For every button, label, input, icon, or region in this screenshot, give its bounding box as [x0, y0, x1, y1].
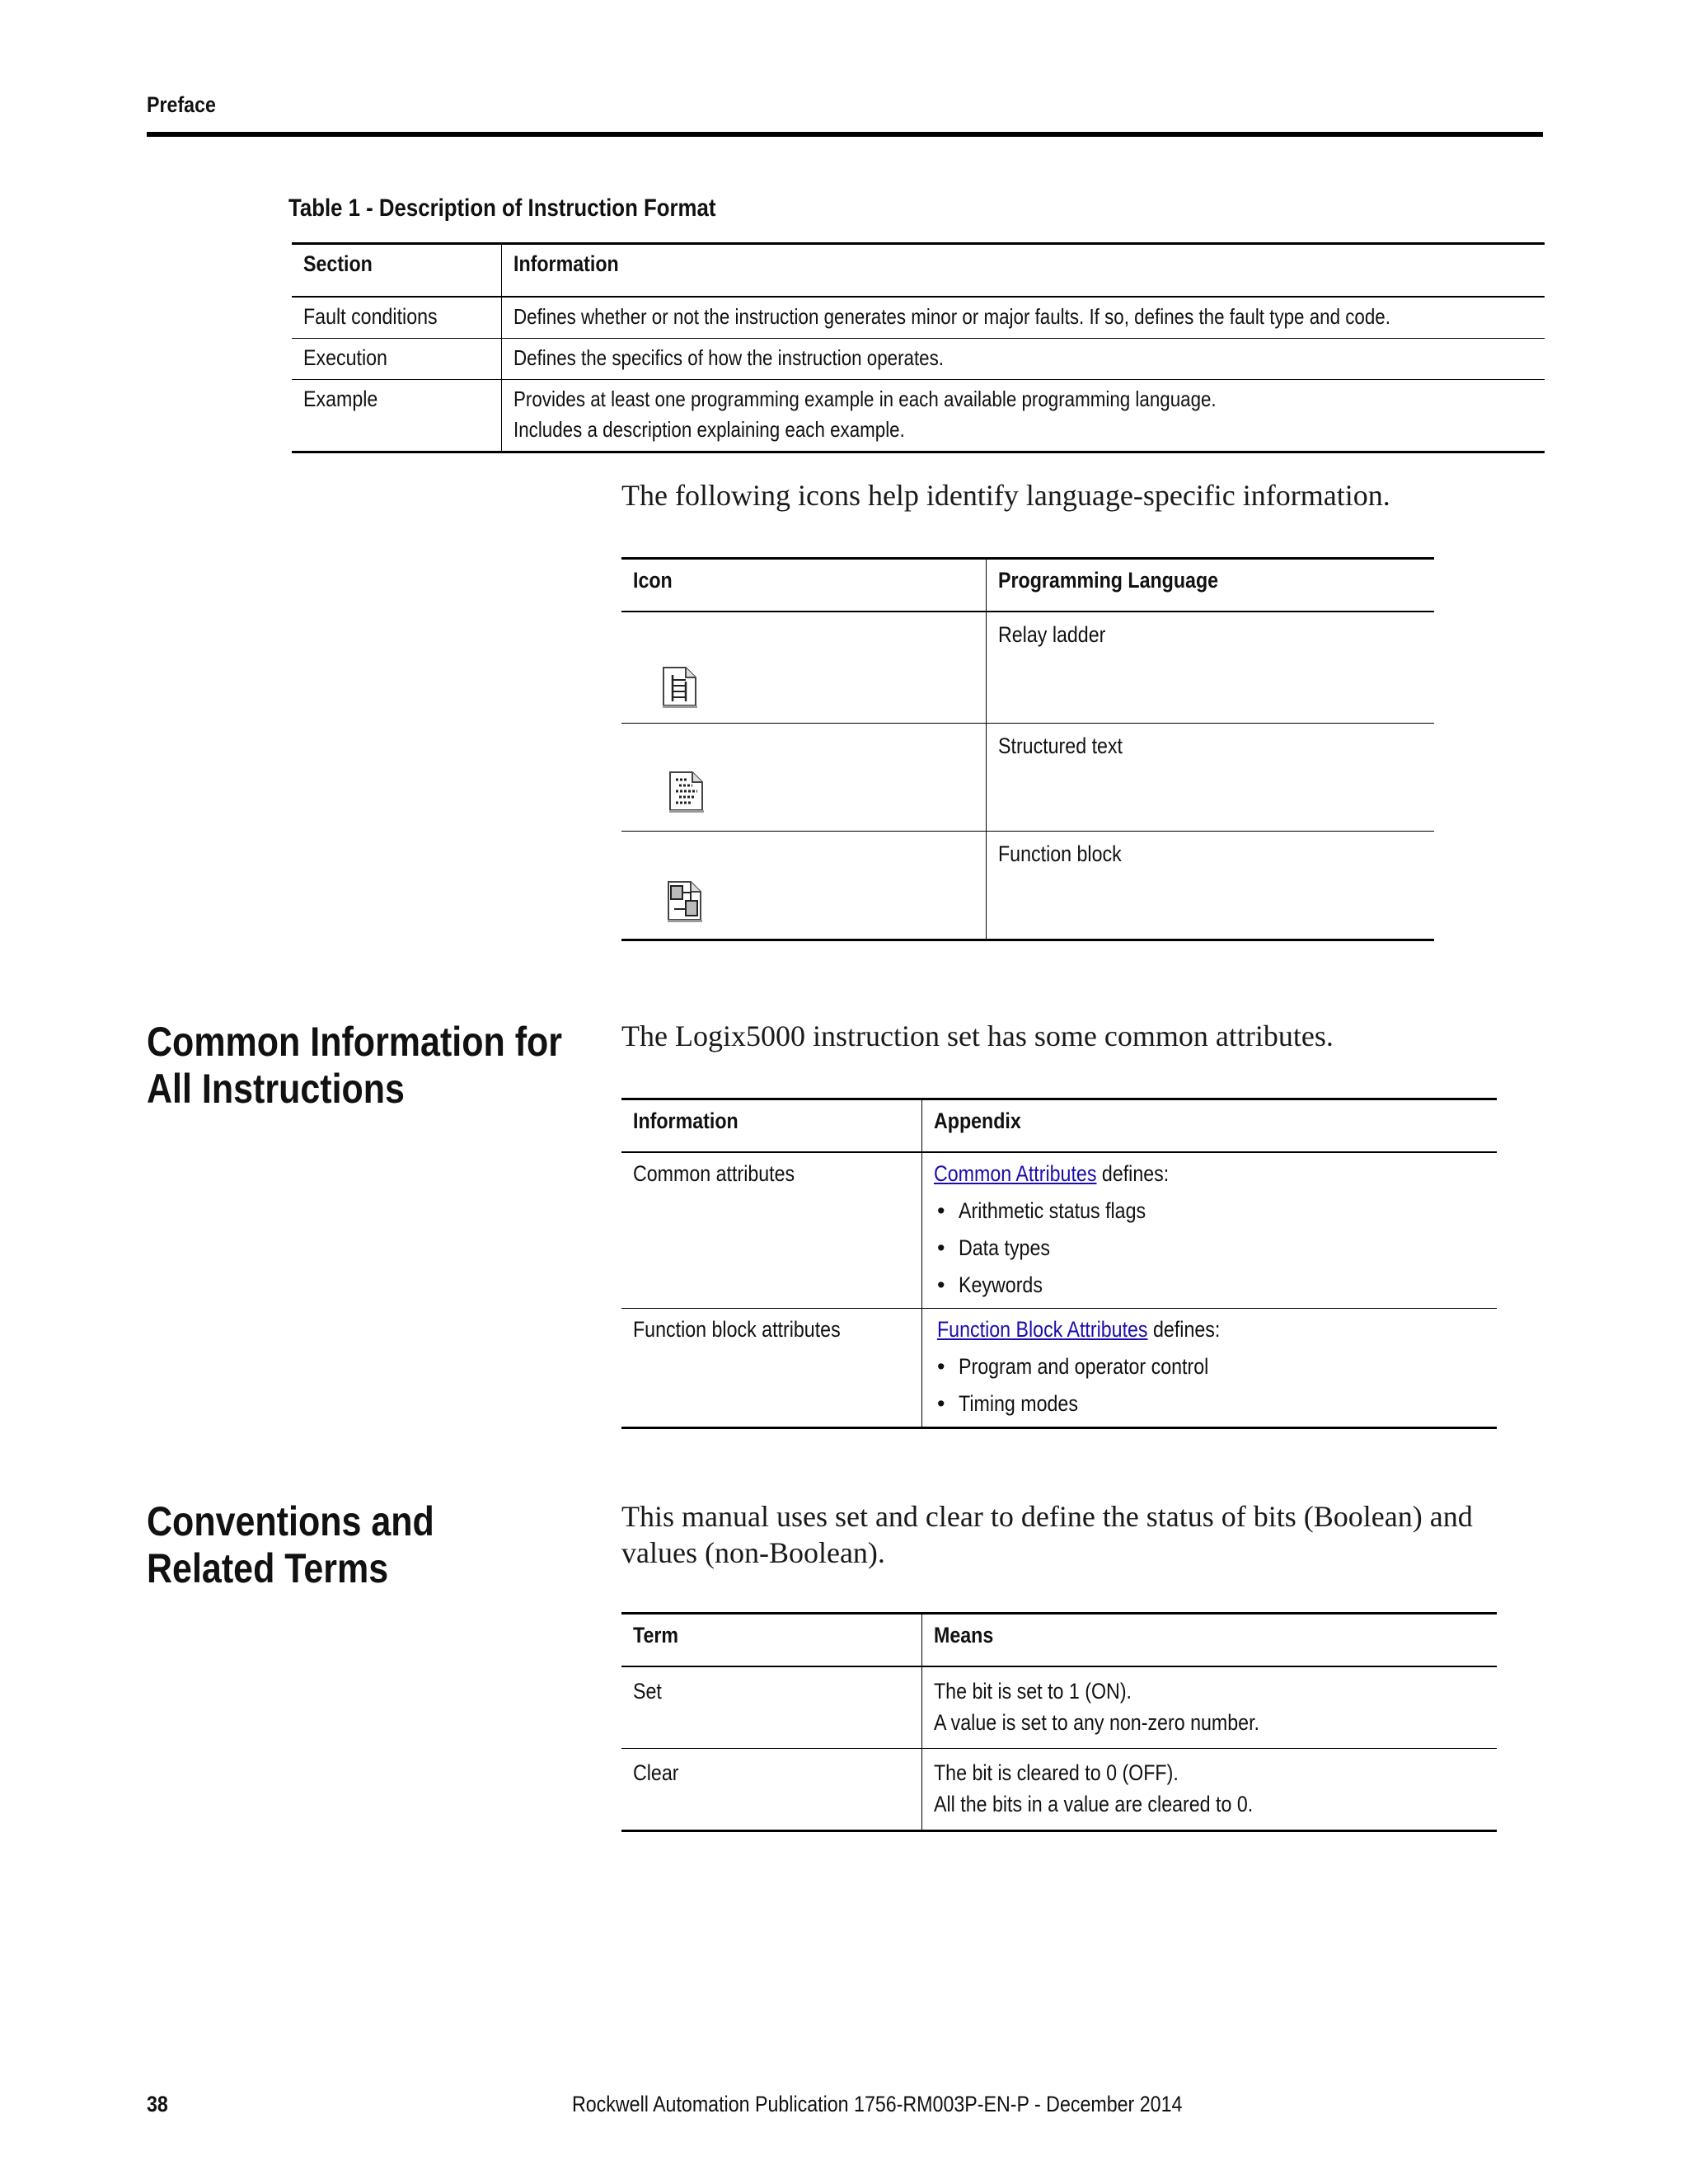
conventions-heading: Conventions and Related Terms	[147, 1498, 434, 1591]
column-header-term: Term	[621, 1614, 922, 1667]
function-block-attributes-link[interactable]: Function Block Attributes	[937, 1317, 1148, 1342]
language-icon-table	[621, 557, 1434, 941]
list-item: • Timing modes	[934, 1391, 1485, 1417]
column-header-programming-language: Programming Language	[987, 559, 1435, 612]
term-cell: Set	[621, 1666, 922, 1749]
conventions-intro: This manual uses set and clear to define the status of bits (Boolean) and values (non-Boolean).	[621, 1500, 1473, 1569]
table-row	[621, 832, 1434, 940]
appendix-cell: Function Block Attributes defines: • Program and operator control • Timing modes	[922, 1309, 1498, 1428]
publication-footer: Rockwell Automation Publication 1756-RM003P-EN-P - December 2014	[572, 2092, 1183, 2116]
page-number: 38	[147, 2092, 168, 2116]
icon-cell	[621, 612, 987, 724]
icon-cell	[621, 832, 987, 940]
icons-intro-paragraph: The following icons help identify language-specific information.	[621, 479, 1390, 512]
table-row	[621, 1309, 1497, 1428]
means-cell: The bit is set to 1 (ON). A value is set to any non-zero number.	[922, 1666, 1498, 1749]
icon-cell	[621, 724, 987, 832]
language-cell: Relay ladder	[987, 612, 1435, 724]
bullet-list	[934, 1354, 1485, 1417]
information-cell: Defines whether or not the instruction generates minor or major faults. If so, defines the fault type and code.	[501, 297, 1545, 339]
table-row	[621, 1666, 1497, 1749]
header-rule	[147, 132, 1543, 137]
table-row	[621, 1749, 1497, 1831]
table-row	[292, 339, 1545, 380]
information-cell: Common attributes	[621, 1152, 922, 1309]
column-header-information: Information	[621, 1099, 922, 1153]
column-header-means: Means	[922, 1614, 1498, 1667]
list-item: • Arithmetic status flags	[934, 1198, 1485, 1224]
list-item: • Program and operator control	[934, 1354, 1485, 1380]
table-header-row	[621, 559, 1434, 612]
language-cell: Structured text	[987, 724, 1435, 832]
section-cell: Example	[292, 380, 501, 452]
column-header-appendix: Appendix	[922, 1099, 1498, 1153]
table-row	[292, 297, 1545, 339]
running-head: Preface	[147, 92, 216, 117]
function-block-icon	[666, 879, 704, 922]
table-row	[621, 1152, 1497, 1309]
column-header-section: Section	[292, 244, 501, 298]
information-cell: Function block attributes	[621, 1309, 922, 1428]
appendix-cell: Common Attributes defines: • Arithmetic status flags • Data types • Keywords	[922, 1152, 1498, 1309]
table-header-row	[292, 244, 1545, 298]
terms-table	[621, 1612, 1497, 1832]
information-cell: Defines the specifics of how the instruction operates.	[501, 339, 1545, 380]
common-attributes-link[interactable]: Common Attributes	[934, 1161, 1097, 1186]
section-cell: Execution	[292, 339, 501, 380]
term-cell: Clear	[621, 1749, 922, 1831]
table-row	[292, 380, 1545, 452]
table-header-row	[621, 1614, 1497, 1667]
common-information-table	[621, 1098, 1497, 1429]
relay-ladder-icon	[661, 665, 699, 708]
table-1-caption: Table 1 - Description of Instruction Format	[288, 194, 716, 222]
section-cell: Fault conditions	[292, 297, 501, 339]
structured-text-icon	[668, 770, 706, 813]
bullet-list	[934, 1198, 1485, 1298]
common-information-heading: Common Information for All Instructions	[147, 1019, 563, 1112]
common-information-intro: The Logix5000 instruction set has some common attributes.	[621, 1019, 1334, 1052]
column-header-icon: Icon	[621, 559, 987, 612]
table-row	[621, 612, 1434, 724]
table-row	[621, 724, 1434, 832]
list-item: • Data types	[934, 1235, 1485, 1261]
information-cell: Provides at least one programming example in each available programming language. Includes a description explaining each example.	[501, 380, 1545, 452]
column-header-information: Information	[501, 244, 1545, 298]
means-cell: The bit is cleared to 0 (OFF). All the bits in a value are cleared to 0.	[922, 1749, 1498, 1831]
list-item: • Keywords	[934, 1272, 1485, 1298]
instruction-format-table	[292, 242, 1545, 453]
table-header-row	[621, 1099, 1497, 1153]
language-cell: Function block	[987, 832, 1435, 940]
